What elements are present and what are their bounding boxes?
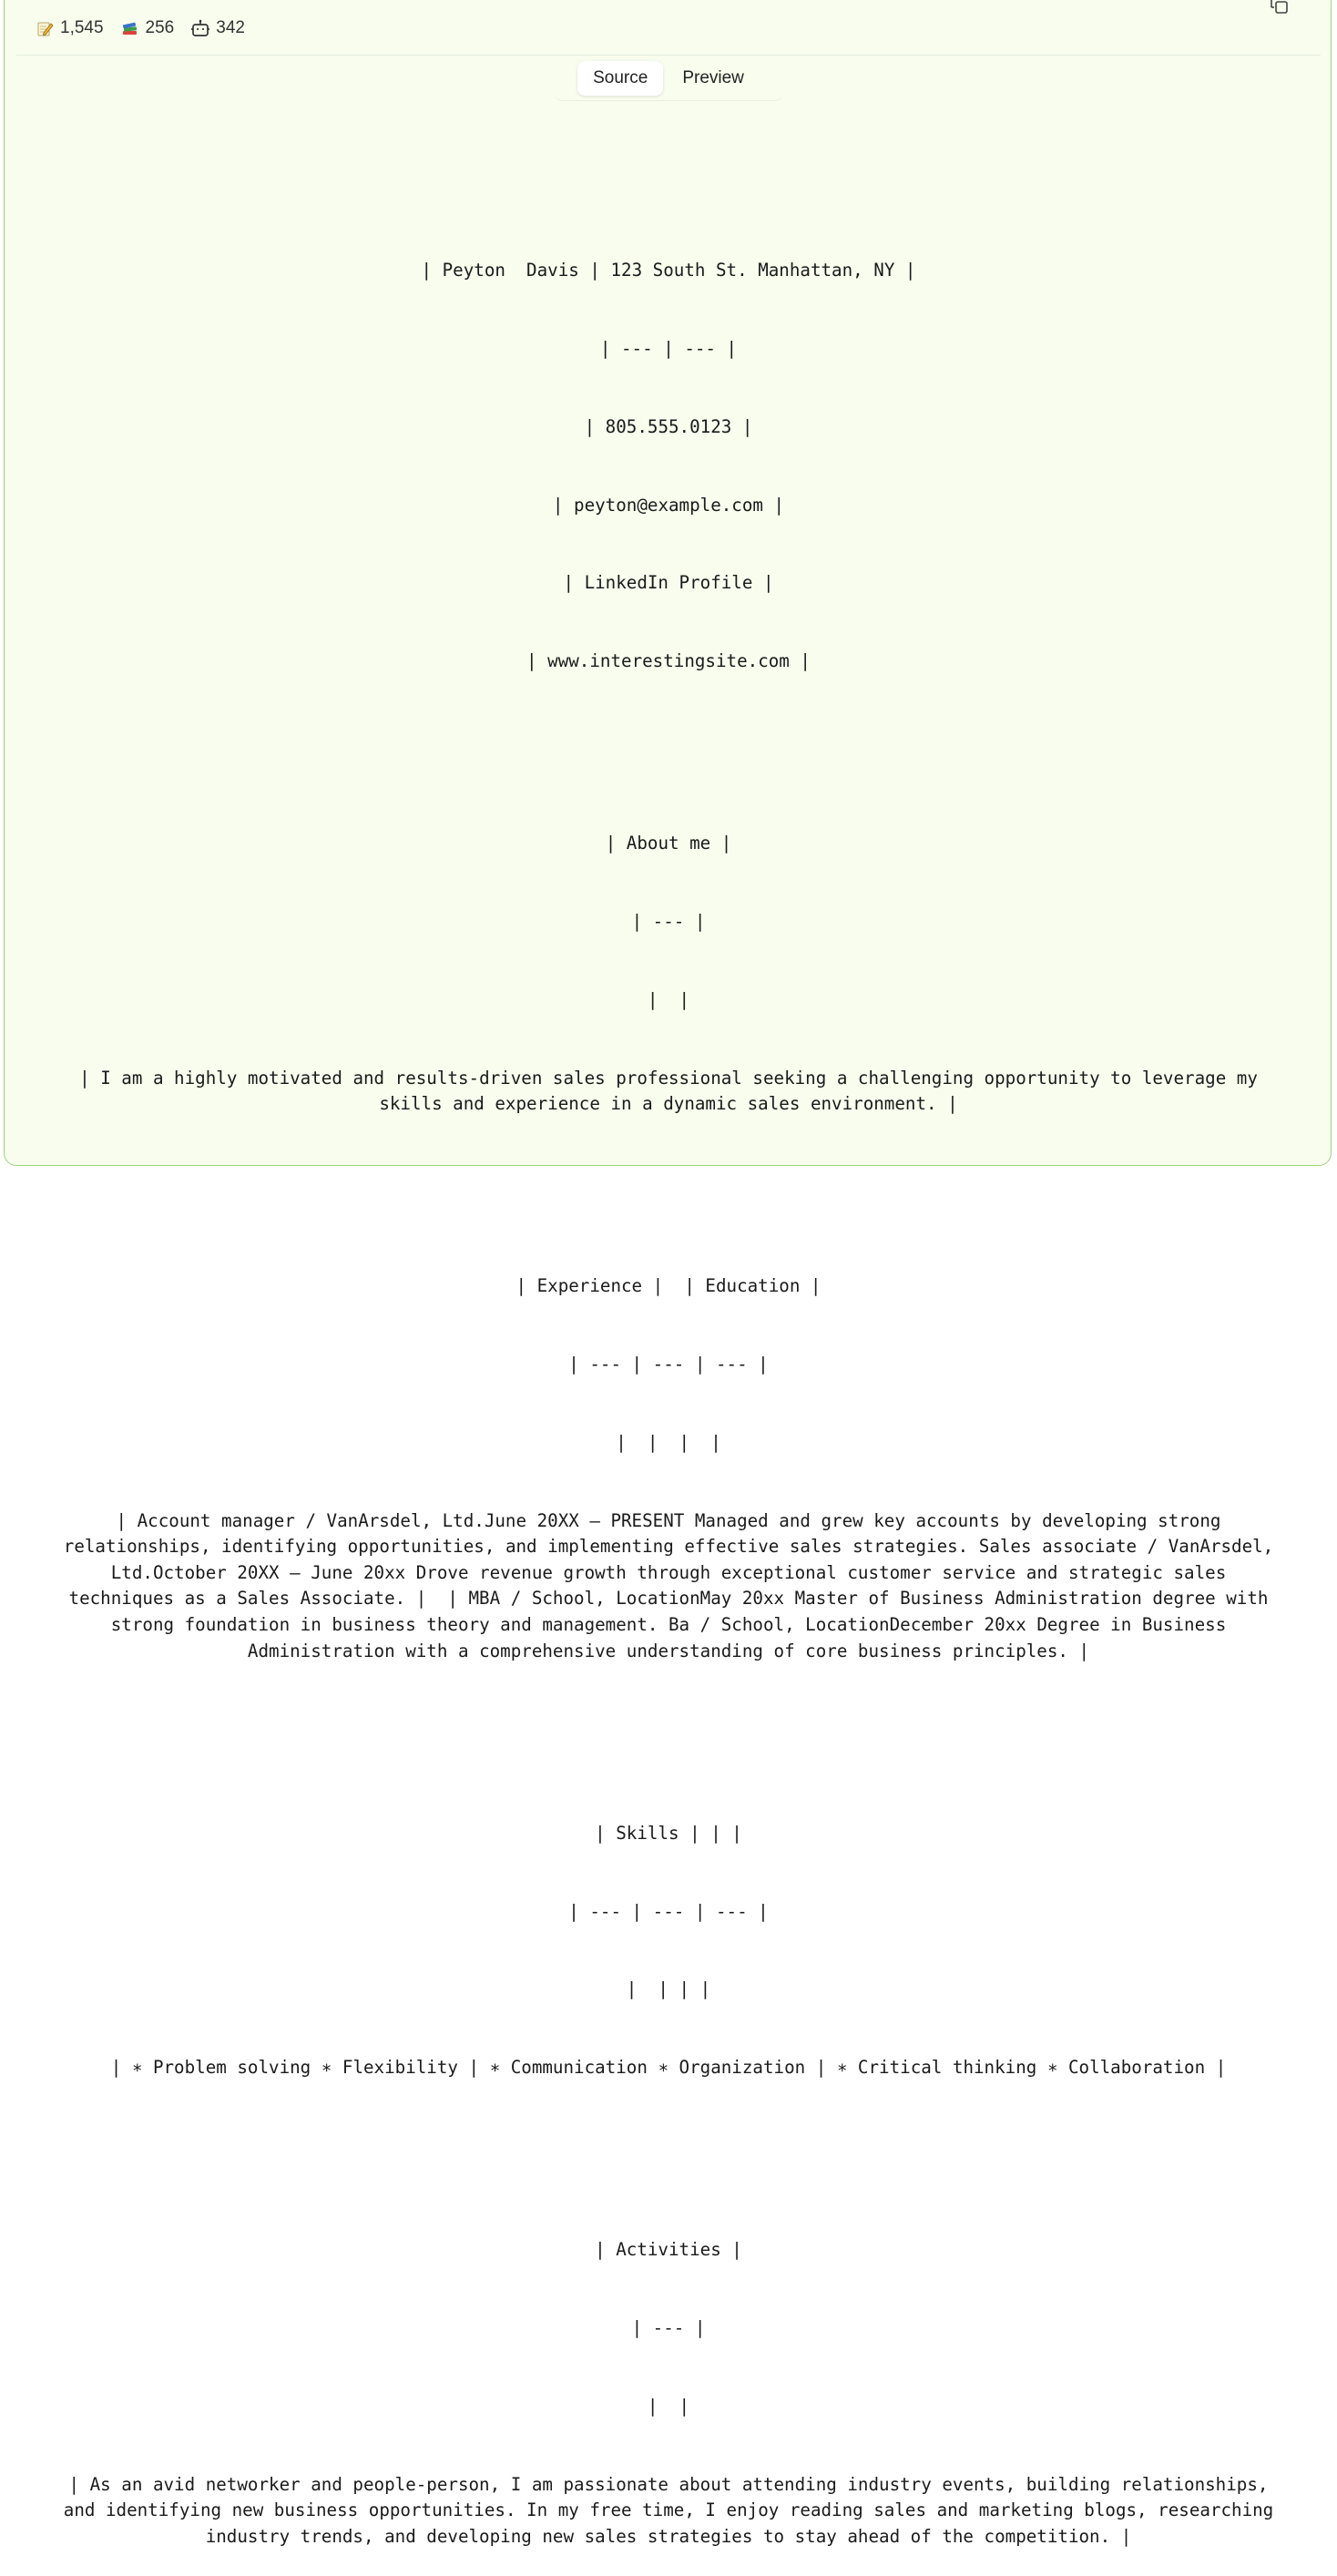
email-row: | peyton@example.com | [552, 494, 785, 516]
about-text-row: | I am a highly motivated and results-driven sales professional seeking a challenging opportunity to leverage my skills and experience in a dynamic sales environment. | [79, 1067, 1269, 1115]
about-empty-row: | | [647, 988, 690, 1010]
tab-preview[interactable]: Preview [682, 68, 744, 87]
experience-separator: | --- | --- | --- | [568, 1354, 769, 1375]
header-separator: | --- | --- | [599, 337, 738, 359]
stats-bar [35, 18, 245, 38]
markdown-source [58, 206, 1284, 2576]
about-separator: | --- | [631, 911, 706, 933]
blank-line [58, 727, 1279, 753]
skills-empty-row: | | | | [626, 1978, 711, 2000]
website-row: | www.interestingsite.com | [526, 650, 811, 672]
header-row: | Peyton Davis | 123 South St. Manhattan, NY | [421, 260, 916, 281]
skills-separator: | --- | --- | --- | [568, 1900, 769, 1922]
copy-button[interactable] [1268, 0, 1291, 18]
experience-empty-row: | | | | [616, 1431, 721, 1453]
activities-heading-row: | Activities | [595, 2239, 742, 2261]
books-icon [120, 18, 140, 38]
linkedin-row: | LinkedIn Profile | [563, 572, 774, 594]
experience-heading-row: | Experience | | Education | [515, 1275, 822, 1297]
activities-separator: | --- | [631, 2317, 706, 2339]
tab-source[interactable]: Source [577, 61, 663, 96]
activities-empty-row: | | [647, 2395, 690, 2417]
skills-text-row: | ∗ Problem solving ∗ Flexibility | ∗ Communication ∗ Organization | ∗ Critical thinking ∗ Collaboration | [110, 2057, 1227, 2079]
experience-text-row: | Account manager / VanArsdel, Ltd.June 20XX – PRESENT Managed and grew key accounts by developing strong relationships, identifying opportunities, and implementing effective sales strategies. Sales associate / VanArsdel, Ltd.October 20XX – June 20xx Drove revenue growth through exceptional customer service and strategic sales techniques as a Sales Associate. | | MBA / School, LocationMay 20xx Master of Business Administration degree with strong foundation in business theory and management. Ba / School, LocationDecember 20xx Degree in Business Administration with a comprehensive understanding of core business principles. | [63, 1509, 1284, 1661]
header-divider [16, 55, 1321, 56]
edits-count: 1,545 [60, 18, 104, 37]
about-heading-row: | About me | [605, 833, 732, 854]
bots-count: 342 [216, 18, 245, 37]
view-tabs [554, 56, 783, 101]
activities-text-row: | As an avid networker and people-person, I am passionate about attending industry events, building relationships, and identifying new business opportunities. In my free time, I enjoy reading sales and marketing blogs, researching industry trends, and developing new sales strategies to stay ahead of the competition. | [63, 2473, 1284, 2547]
edits-stat [35, 18, 104, 38]
blank-line [58, 2133, 1279, 2160]
blank-line [58, 1170, 1279, 1196]
books-count: 256 [145, 18, 175, 37]
skills-heading-row: | Skills | | | [595, 1822, 742, 1844]
bots-stat [190, 18, 245, 38]
memo-icon [35, 18, 55, 38]
phone-row: | 805.555.0123 | [584, 415, 753, 437]
blank-line [58, 1716, 1279, 1743]
copy-icon [1269, 0, 1291, 21]
robot-icon [190, 18, 210, 38]
books-stat [120, 18, 175, 38]
